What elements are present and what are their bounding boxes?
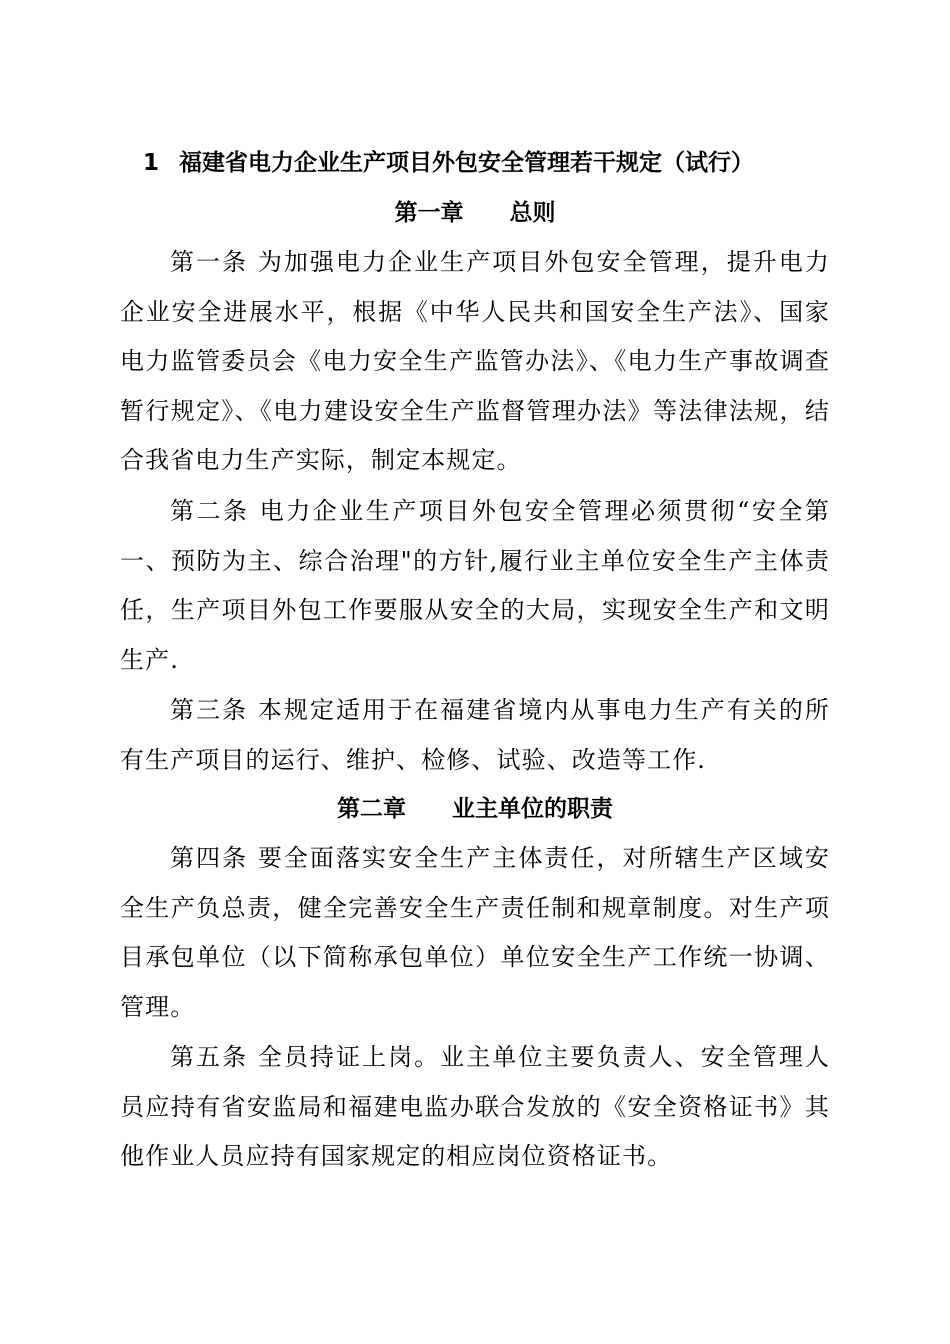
article-2: 第二条 电力企业生产项目外包安全管理必须贯彻“安全第一、预防为主、综合治理"的方针,履行业主单位安全生产主体责任，生产项目外包工作要服从安全的大局，实现安全生产和文明生产. xyxy=(120,497,830,674)
title-text: 福建省电力企业生产项目外包安全管理若干规定（试行） xyxy=(179,150,754,176)
chapter-heading-1: 第一章 总则 xyxy=(394,200,556,226)
document-title xyxy=(143,146,843,180)
article-3: 第三条 本规定适用于在福建省境内从事电力生产有关的所有生产项目的运行、维护、检修、试验、改造等工作. xyxy=(120,696,830,774)
article-4: 第四条 要全面落实安全生产主体责任，对所辖生产区域安全生产负总责，健全完善安全生产责任制和规章制度。对生产项目承包单位（以下简称承包单位）单位安全生产工作统一协调、管理。 xyxy=(120,844,830,1021)
article-1: 第一条 为加强电力企业生产项目外包安全管理，提升电力企业安全进展水平，根据《中华人民共和国安全生产法》、国家电力监管委员会《电力安全生产监管办法》、《电力生产事故调查暂行规定》、《电力建设安全生产监督管理办法》等法律法规，结合我省电力生产实际，制定本规定。 xyxy=(120,248,830,475)
chapter-heading-2: 第二章 业主单位的职责 xyxy=(337,796,613,822)
title-number: 1 xyxy=(143,150,160,176)
article-5: 第五条 全员持证上岗。业主单位主要负责人、安全管理人员应持有省安监局和福建电监办联合发放的《安全资格证书》其他作业人员应持有国家规定的相应岗位资格证书。 xyxy=(120,1043,830,1171)
